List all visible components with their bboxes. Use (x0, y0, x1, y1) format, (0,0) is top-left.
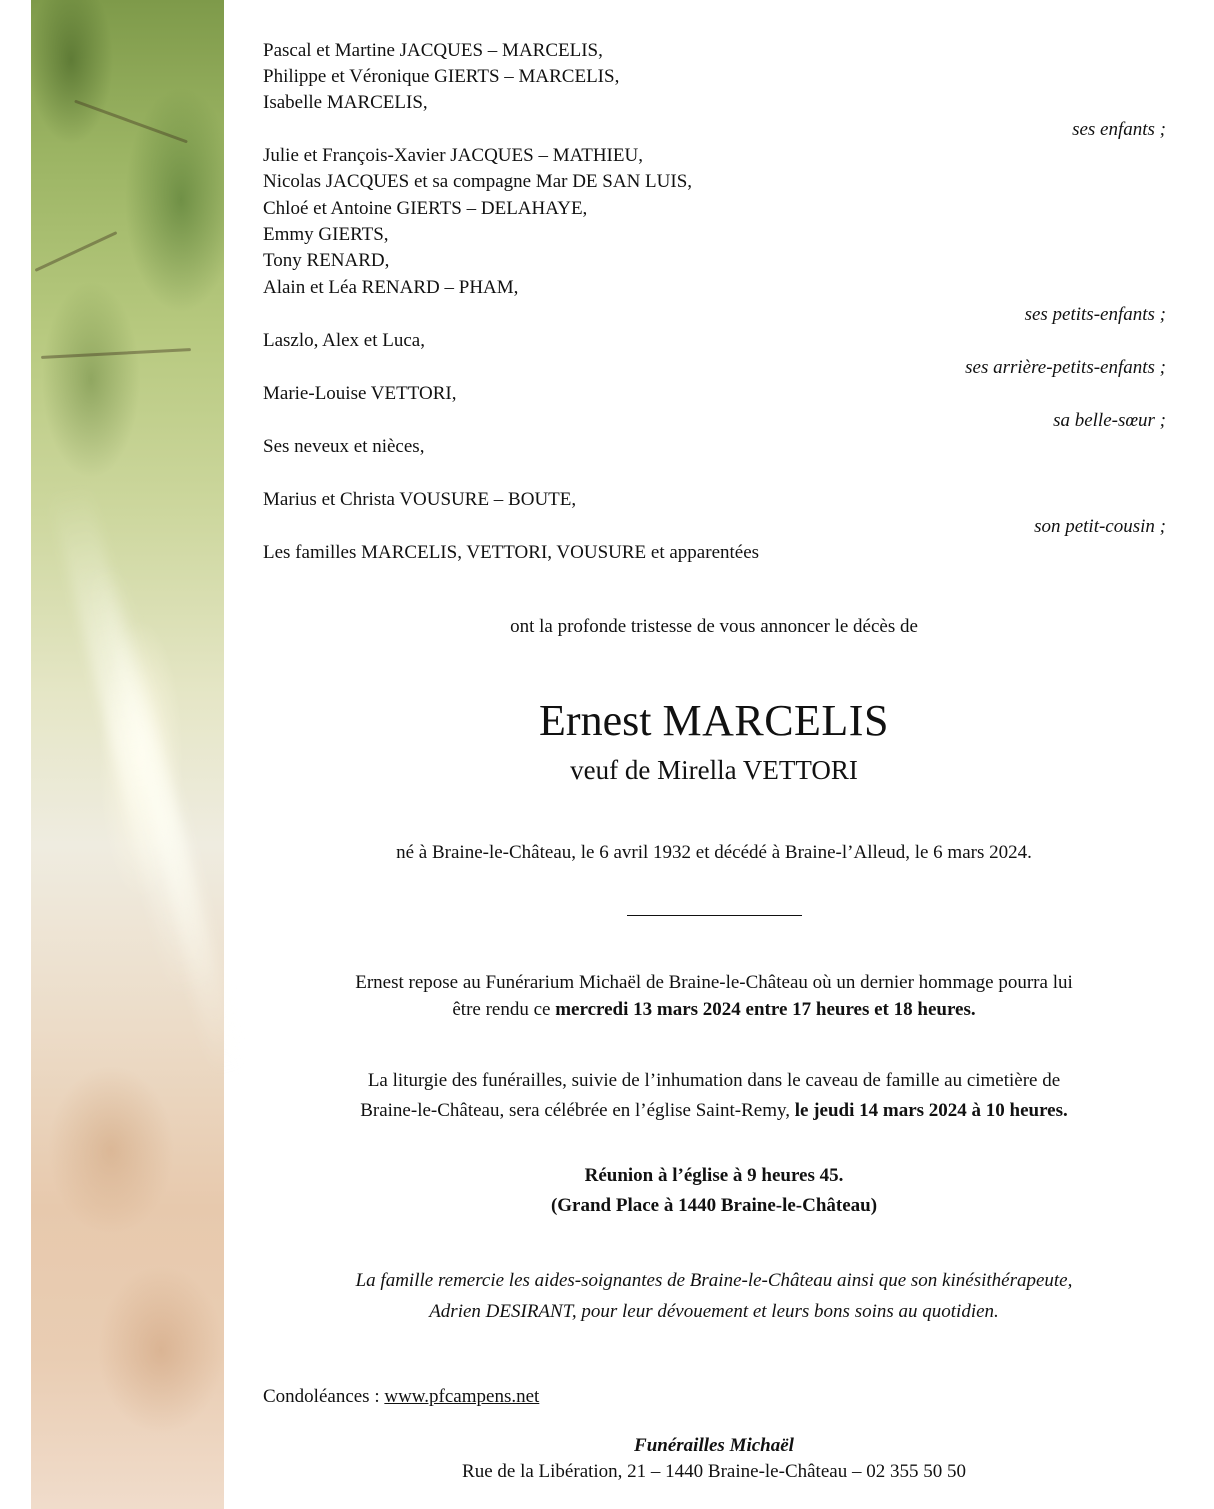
funeral-date-time: le jeudi 14 mars 2024 à 10 heures. (794, 1100, 1068, 1121)
funeral-line-2 (224, 1098, 1204, 1124)
wake-line-2-text: être rendu ce (452, 999, 556, 1020)
grandchildren-role: ses petits-enfants ; (1024, 304, 1166, 325)
cousin-role: son petit-cousin ; (1034, 516, 1166, 537)
condolences-label: Condoléances : (263, 1386, 385, 1407)
divider (627, 915, 802, 916)
deceased-name (224, 694, 1204, 748)
grandchild-line: Nicolas JACQUES et sa compagne Mar DE SAN LUIS, (263, 171, 693, 192)
great-grandchildren-line: Laszlo, Alex et Luca, (263, 330, 425, 351)
funeral-line-2-text: Braine-le-Château, sera célébrée en l’église Saint-Remy, (360, 1100, 795, 1121)
sister-in-law-role: sa belle-sœur ; (1053, 410, 1166, 431)
condolences-link[interactable]: www.pfcampens.net (384, 1386, 540, 1407)
thanks-line-1: La famille remercie les aides-soignantes de Braine-le-Château ainsi que son kinésithérapeute, (355, 1270, 1073, 1291)
deceased-last-name: MARCELIS (662, 696, 889, 745)
grandchild-line: Chloé et Antoine GIERTS – DELAHAYE, (263, 198, 588, 219)
nephews-line: Ses neveux et nièces, (263, 436, 425, 457)
child-line: Pascal et Martine JACQUES – MARCELIS, (263, 40, 603, 61)
grandchild-line: Tony RENARD, (263, 250, 390, 271)
children-role: ses enfants ; (1072, 119, 1166, 140)
funeral-home-address: Rue de la Libération, 21 – 1440 Braine-le-Château – 02 355 50 50 (462, 1461, 966, 1482)
meeting-line-1: Réunion à l’église à 9 heures 45. (584, 1165, 844, 1186)
child-line: Philippe et Véronique GIERTS – MARCELIS, (263, 66, 620, 87)
meeting-line-2: (Grand Place à 1440 Braine-le-Château) (550, 1195, 878, 1216)
decorative-forest-photo (31, 0, 224, 1509)
grandchild-line: Alain et Léa RENARD – PHAM, (263, 277, 519, 298)
sister-in-law-line: Marie-Louise VETTORI, (263, 383, 457, 404)
wake-date-time: mercredi 13 mars 2024 entre 17 heures et 18 heures. (555, 999, 976, 1020)
birth-death-dates: né à Braine-le-Château, le 6 avril 1932 et décédé à Braine-l’Alleud, le 6 mars 2024. (396, 842, 1032, 863)
funeral-line-1: La liturgie des funérailles, suivie de l’inhumation dans le caveau de famille au cimetière de (367, 1070, 1061, 1091)
funeral-home-name: Funérailles Michaël (634, 1435, 794, 1456)
grandchild-line: Emmy GIERTS, (263, 224, 389, 245)
child-line: Isabelle MARCELIS, (263, 92, 428, 113)
announcement: ont la profonde tristesse de vous annoncer le décès de (510, 616, 918, 637)
grandchild-line: Julie et François-Xavier JACQUES – MATHIEU, (263, 145, 643, 166)
condolences-line (263, 1384, 539, 1410)
deceased-first-name: Ernest (539, 696, 652, 745)
great-grandchildren-role: ses arrière-petits-enfants ; (965, 357, 1166, 378)
widow-of: veuf de Mirella VETTORI (570, 755, 858, 785)
wake-line-1: Ernest repose au Funérarium Michaël de Braine-le-Château où un dernier hommage pourra lui (355, 972, 1073, 993)
cousin-line: Marius et Christa VOUSURE – BOUTE, (263, 489, 577, 510)
families-line: Les familles MARCELIS, VETTORI, VOUSURE et apparentées (263, 542, 760, 563)
thanks-line-2: Adrien DESIRANT, pour leur dévouement et leurs bons soins au quotidien. (429, 1301, 999, 1322)
wake-line-2 (224, 997, 1204, 1023)
